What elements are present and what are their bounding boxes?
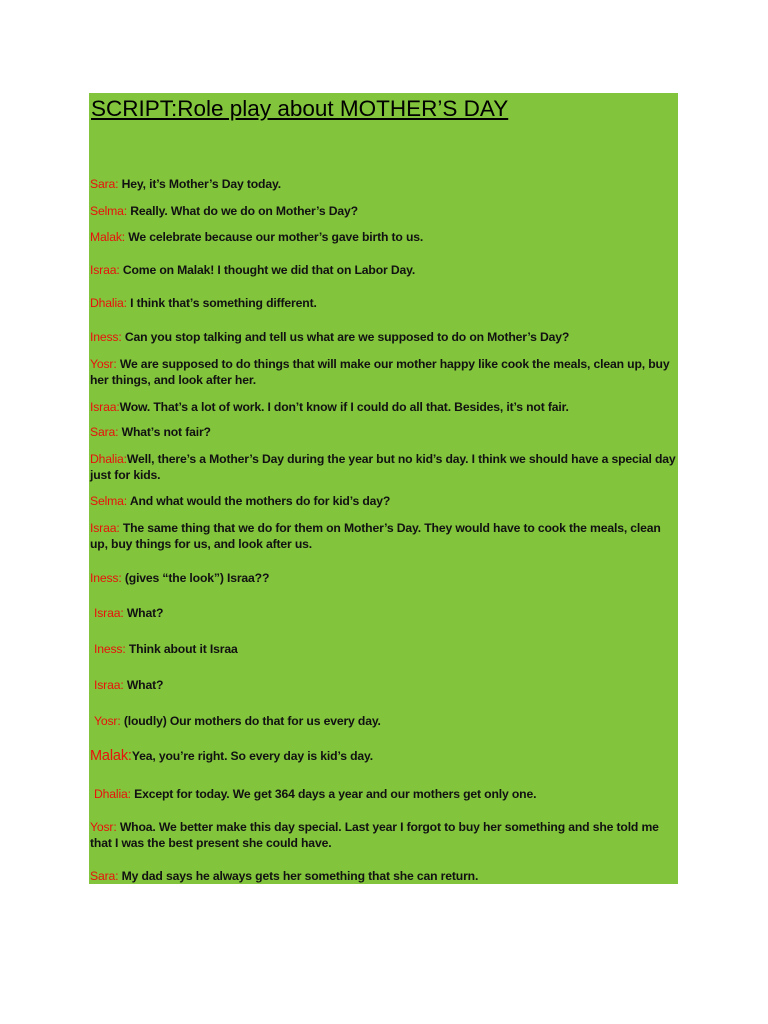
speaker-name: Malak: — [90, 748, 132, 764]
page-title: SCRIPT:Role play about MOTHER’S DAY — [91, 96, 509, 121]
dialogue-text: (loudly) Our mothers do that for us every day. — [120, 714, 381, 728]
dialogue-text: Except for today. We get 364 days a year and our mothers get only one. — [130, 787, 537, 801]
dialogue-text: What? — [123, 606, 164, 620]
speaker-name: Malak: — [90, 230, 125, 244]
dialogue-line — [94, 714, 680, 730]
dialogue-text: Wow. That’s a lot of work. I don’t know if I could do all that. Besides, it’s not fair. — [119, 400, 569, 414]
speaker-name: Israa: — [90, 521, 120, 535]
speaker-name: Iness: — [90, 330, 122, 344]
dialogue-text: Yea, you’re right. So every day is kid’s day. — [131, 749, 373, 763]
speaker-name: Israa: — [90, 263, 120, 277]
speaker-name: Selma: — [90, 204, 128, 218]
dialogue-line — [90, 452, 676, 483]
dialogue-line — [94, 787, 680, 803]
dialogue-text: I think that’s something different. — [126, 296, 317, 310]
dialogue-line — [90, 820, 676, 851]
dialogue-text: The same thing that we do for them on Mother’s Day. They would have to cook the meals, clean up, buy things for us, and look after us. — [90, 521, 661, 551]
speaker-name: Sara: — [90, 869, 119, 883]
dialogue-text: Well, there’s a Mother’s Day during the year but no kid’s day. I think we should have a special day just for kids. — [90, 452, 676, 482]
dialogue-line — [90, 749, 676, 765]
dialogue-text: My dad says he always gets her something that she can return. — [118, 869, 479, 883]
speaker-name: Dhalia: — [90, 452, 127, 466]
dialogue-text: We are supposed to do things that will make our mother happy like cook the meals, clean up, buy her things, and look after her. — [90, 357, 670, 387]
dialogue-text: What? — [123, 678, 164, 692]
dialogue-line — [90, 400, 676, 416]
dialogue-line — [90, 571, 676, 587]
dialogue-text: What’s not fair? — [118, 425, 211, 439]
speaker-name: Yosr: — [90, 820, 117, 834]
dialogue-line — [94, 606, 680, 622]
speaker-name: Israa: — [94, 678, 124, 692]
dialogue-line — [90, 177, 676, 193]
dialogue-line — [90, 869, 676, 885]
speaker-name: Israa: — [90, 400, 120, 414]
speaker-name: Dhalia: — [90, 296, 127, 310]
dialogue-line — [90, 296, 676, 312]
speaker-name: Iness: — [90, 571, 122, 585]
dialogue-line — [90, 204, 676, 220]
dialogue-text: Really. What do we do on Mother’s Day? — [127, 204, 358, 218]
speaker-name: Selma: — [90, 494, 128, 508]
speaker-name: Israa: — [94, 606, 124, 620]
dialogue-line — [94, 642, 680, 658]
dialogue-text: And what would the mothers do for kid’s day? — [127, 494, 391, 508]
dialogue-text: (gives “the look”) Israa?? — [121, 571, 270, 585]
script-page — [89, 93, 678, 884]
dialogue-text: Can you stop talking and tell us what are we supposed to do on Mother’s Day? — [121, 330, 570, 344]
speaker-name: Dhalia: — [94, 787, 131, 801]
dialogue-line — [90, 330, 676, 346]
speaker-name: Sara: — [90, 425, 119, 439]
speaker-name: Yosr: — [94, 714, 121, 728]
speaker-name: Iness: — [94, 642, 126, 656]
dialogue-line — [94, 678, 680, 694]
dialogue-text: Think about it Israa — [125, 642, 238, 656]
dialogue-text: Whoa. We better make this day special. Last year I forgot to buy her something and she told me that I was the best present she could have. — [90, 820, 659, 850]
dialogue-text: Come on Malak! I thought we did that on Labor Day. — [119, 263, 416, 277]
dialogue-text: We celebrate because our mother’s gave birth to us. — [125, 230, 424, 244]
dialogue-line — [90, 263, 676, 279]
speaker-name: Sara: — [90, 177, 119, 191]
dialogue-line — [90, 521, 676, 552]
speaker-name: Yosr: — [90, 357, 117, 371]
dialogue-line — [90, 494, 676, 510]
dialogue-line — [90, 357, 676, 388]
dialogue-text: Hey, it’s Mother’s Day today. — [118, 177, 281, 191]
dialogue-line — [90, 425, 676, 441]
dialogue-line — [90, 230, 676, 246]
